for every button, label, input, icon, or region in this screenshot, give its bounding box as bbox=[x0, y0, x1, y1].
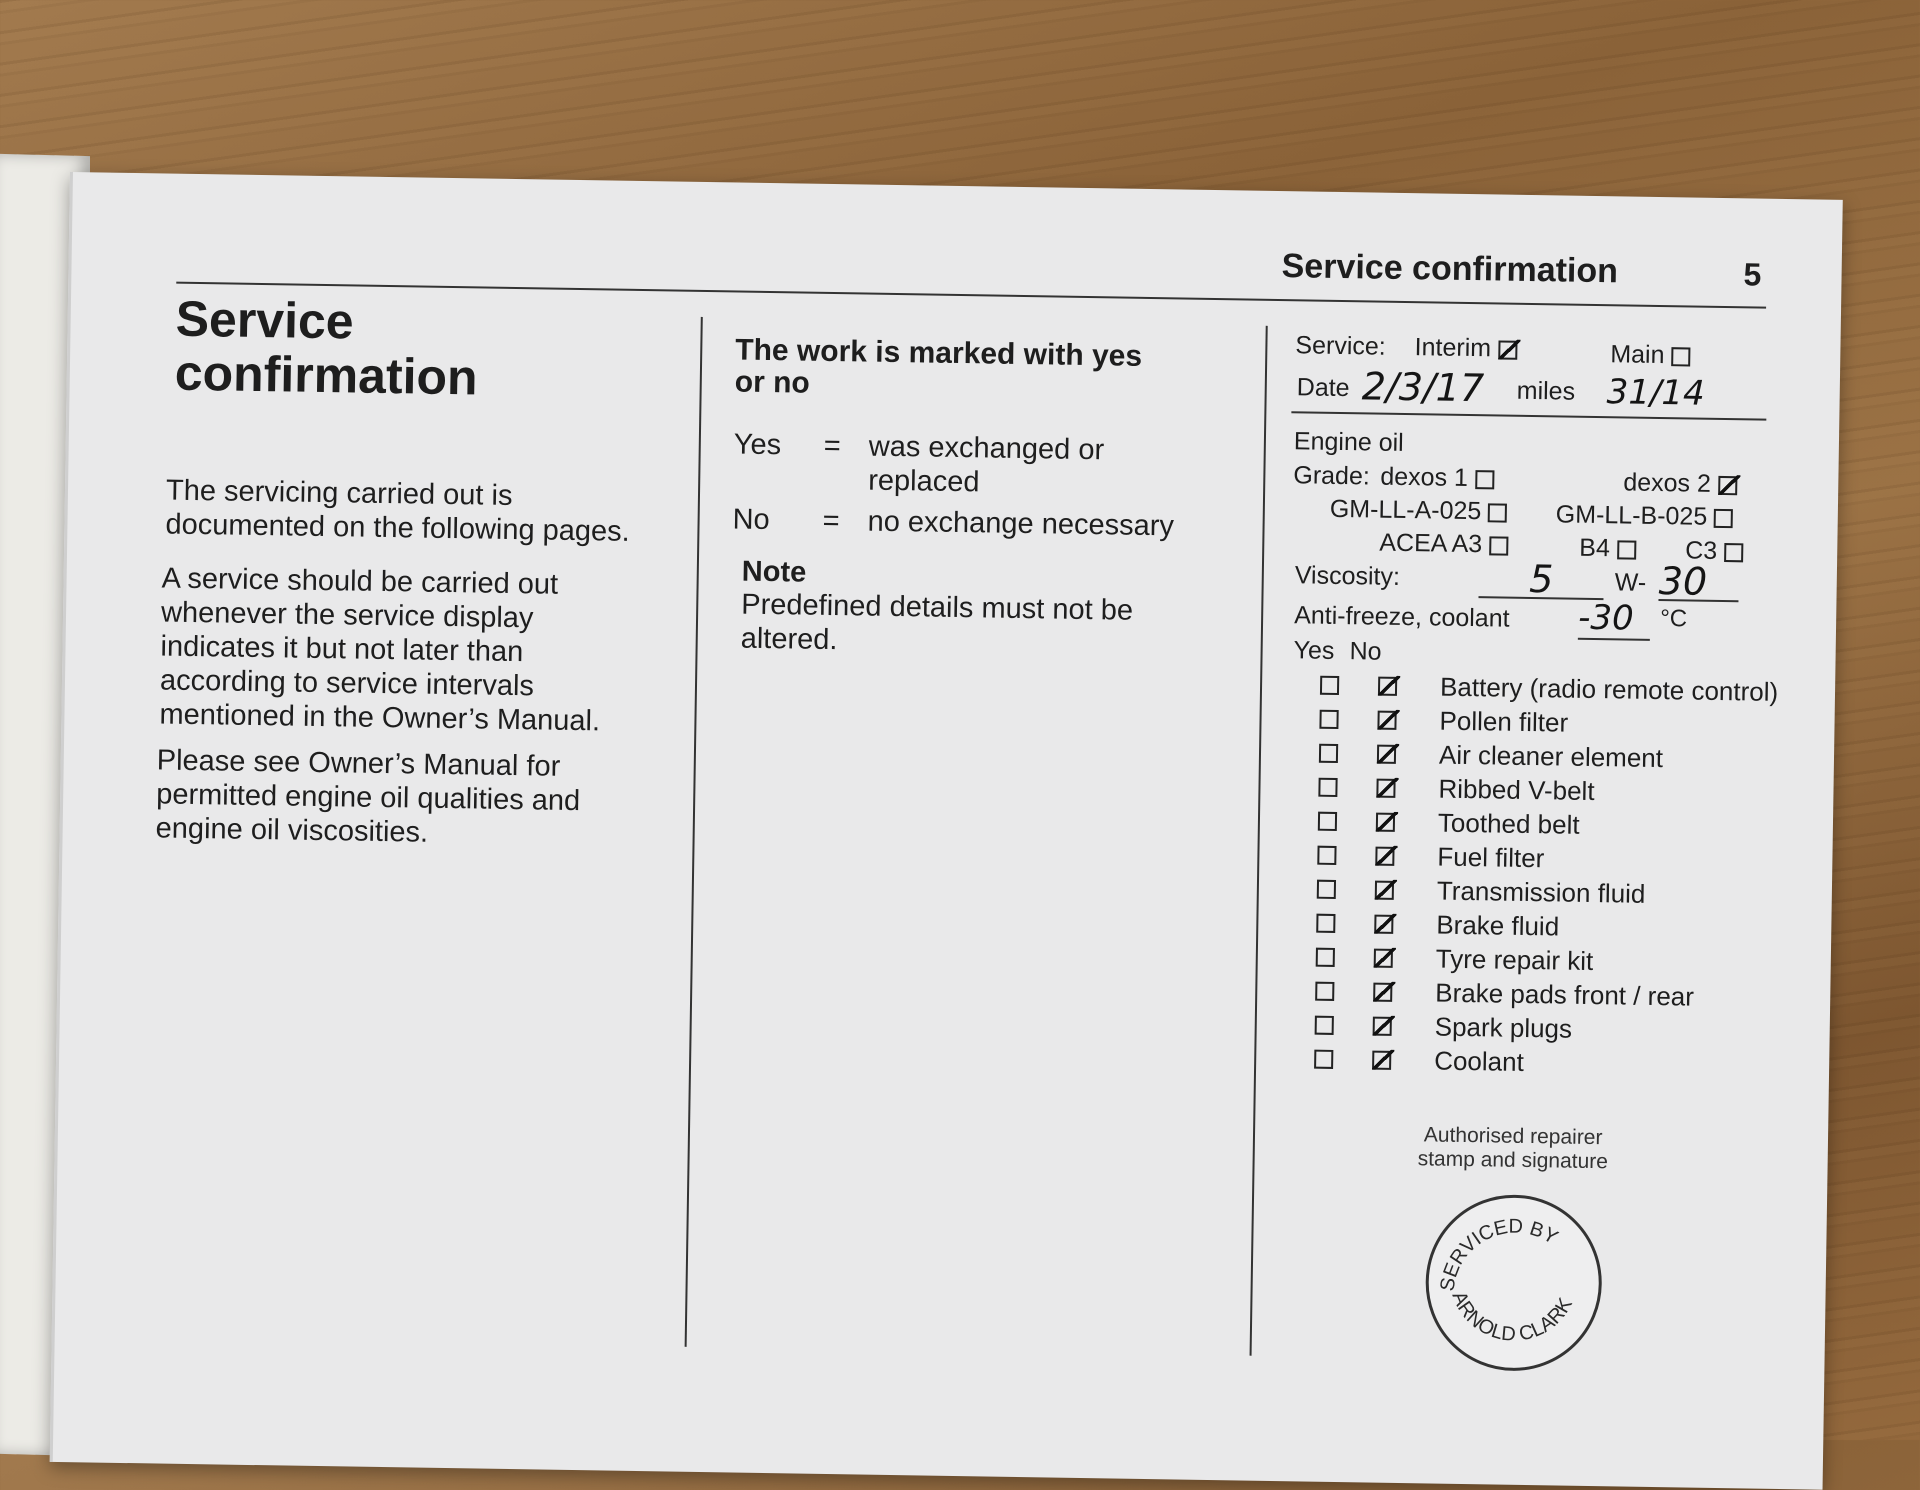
antifreeze-value: -30 bbox=[1577, 597, 1635, 639]
grade-gm-ll-a: GM-LL-A-025 bbox=[1330, 495, 1508, 527]
grade-c3: C3 bbox=[1685, 536, 1743, 566]
column-divider-1 bbox=[685, 317, 703, 1347]
stamp-text-top: SERVICED BY bbox=[1436, 1215, 1562, 1293]
service-item-label: Coolant bbox=[1433, 1045, 1525, 1077]
miles-label: miles bbox=[1516, 376, 1576, 406]
legend-equals-2: = bbox=[822, 504, 840, 538]
service-item-label: Air cleaner element bbox=[1438, 739, 1664, 774]
legend-no-text: no exchange necessary bbox=[867, 505, 1175, 543]
antifreeze-field[interactable] bbox=[1578, 598, 1651, 641]
miles-value[interactable]: 31/14 bbox=[1606, 372, 1706, 414]
dexos1-checkbox[interactable] bbox=[1475, 470, 1494, 489]
b4-checkbox[interactable] bbox=[1617, 540, 1636, 559]
yes-checkbox[interactable] bbox=[1319, 710, 1338, 729]
grade-dexos2: dexos 2 bbox=[1623, 468, 1737, 499]
legend-yes-label: Yes bbox=[733, 428, 782, 462]
legend-heading: The work is marked with yes or no bbox=[734, 333, 1143, 400]
yes-checkbox[interactable] bbox=[1318, 812, 1337, 831]
date-value[interactable]: 2/3/17 bbox=[1361, 364, 1485, 411]
header-title: Service confirmation bbox=[1281, 247, 1619, 291]
service-item-label: Brake pads front / rear bbox=[1435, 977, 1695, 1012]
no-checkbox[interactable] bbox=[1376, 813, 1395, 832]
viscosity-value: 5 bbox=[1528, 556, 1554, 602]
service-item-label: Fuel filter bbox=[1437, 841, 1545, 874]
yes-checkbox[interactable] bbox=[1319, 744, 1338, 763]
no-checkbox[interactable] bbox=[1373, 1017, 1392, 1036]
interim-label: Interim bbox=[1414, 333, 1492, 363]
dexos2-checkbox[interactable] bbox=[1718, 476, 1737, 495]
gm-ll-b-checkbox[interactable] bbox=[1714, 509, 1733, 528]
service-item-label: Ribbed V-belt bbox=[1438, 773, 1595, 807]
gm-ll-a-checkbox[interactable] bbox=[1488, 503, 1507, 522]
legend-no-label: No bbox=[732, 503, 770, 537]
interim-checkbox[interactable] bbox=[1498, 340, 1517, 359]
no-checkbox[interactable] bbox=[1378, 677, 1397, 696]
column-divider-2 bbox=[1250, 326, 1268, 1356]
no-checkbox[interactable] bbox=[1377, 745, 1396, 764]
stamp-caption: Authorised repairer stamp and signature bbox=[1417, 1123, 1609, 1174]
oil-paragraph: Please see Owner’s Manual for permitted engine oil qualities and engine oil viscosities. bbox=[155, 744, 581, 849]
viscosity-label: Viscosity: bbox=[1294, 561, 1401, 591]
yes-checkbox[interactable] bbox=[1317, 880, 1336, 899]
yes-checkbox[interactable] bbox=[1314, 1050, 1333, 1069]
service-item-label: Spark plugs bbox=[1434, 1011, 1573, 1044]
no-column-header: No bbox=[1349, 637, 1382, 666]
no-checkbox[interactable] bbox=[1372, 1051, 1391, 1070]
interval-paragraph: A service should be carried out whenever the service display indicates it but not later than according to service intervals mentioned in the Owner’s Manual. bbox=[159, 562, 601, 738]
service-item-label: Tyre repair kit bbox=[1435, 943, 1594, 977]
service-item-label: Transmission fluid bbox=[1436, 875, 1646, 909]
no-checkbox[interactable] bbox=[1373, 983, 1392, 1002]
yes-column-header: Yes bbox=[1293, 636, 1335, 665]
yes-checkbox[interactable] bbox=[1316, 914, 1335, 933]
intro-paragraph: The servicing carried out is documented on the following pages. bbox=[165, 474, 630, 548]
service-book-page bbox=[50, 172, 1843, 1490]
legend-equals: = bbox=[823, 429, 841, 463]
note-title: Note bbox=[741, 555, 807, 589]
antifreeze-unit: °C bbox=[1659, 605, 1688, 633]
dealer-stamp bbox=[1424, 1193, 1603, 1372]
grade-b4: B4 bbox=[1579, 534, 1636, 564]
antifreeze-label: Anti-freeze, coolant bbox=[1293, 601, 1510, 633]
yes-checkbox[interactable] bbox=[1318, 778, 1337, 797]
yes-checkbox[interactable] bbox=[1316, 948, 1335, 967]
note-text: Predefined details must not be altered. bbox=[740, 588, 1134, 657]
date-label: Date bbox=[1296, 373, 1350, 403]
engine-oil-label: Engine oil bbox=[1293, 427, 1404, 457]
service-type-row bbox=[1295, 331, 1517, 363]
main-label: Main bbox=[1610, 340, 1665, 370]
main-option bbox=[1610, 340, 1691, 370]
grade-acea: ACEA A3 bbox=[1379, 529, 1508, 560]
service-item-label: Battery (radio remote control) bbox=[1439, 671, 1779, 707]
no-checkbox[interactable] bbox=[1375, 847, 1394, 866]
yes-checkbox[interactable] bbox=[1320, 676, 1339, 695]
w-value: 30 bbox=[1658, 559, 1708, 604]
grade-gm-ll-b: GM-LL-B-025 bbox=[1556, 500, 1734, 532]
no-checkbox[interactable] bbox=[1375, 881, 1394, 900]
main-checkbox[interactable] bbox=[1671, 347, 1690, 366]
no-checkbox[interactable] bbox=[1377, 711, 1396, 730]
yes-checkbox[interactable] bbox=[1315, 982, 1334, 1001]
w-field[interactable] bbox=[1658, 559, 1739, 602]
date-miles-row bbox=[1291, 364, 1767, 420]
page-title: Service confirmation bbox=[174, 290, 479, 406]
page-number: 5 bbox=[1743, 256, 1762, 293]
yes-checkbox[interactable] bbox=[1315, 1016, 1334, 1035]
no-checkbox[interactable] bbox=[1374, 915, 1393, 934]
service-item-label: Brake fluid bbox=[1436, 909, 1560, 942]
grade-dexos1: dexos 1 bbox=[1380, 463, 1494, 494]
stamp-graphic bbox=[1427, 1196, 1600, 1369]
viscosity-field[interactable] bbox=[1478, 556, 1604, 600]
service-item-label: Pollen filter bbox=[1439, 705, 1569, 738]
no-checkbox[interactable] bbox=[1374, 949, 1393, 968]
no-checkbox[interactable] bbox=[1376, 779, 1395, 798]
stamp-text-bottom: ARNOLD CLARK bbox=[1447, 1288, 1577, 1346]
yes-checkbox[interactable] bbox=[1317, 846, 1336, 865]
w-label: W- bbox=[1614, 568, 1647, 597]
service-item-label: Toothed belt bbox=[1437, 807, 1580, 840]
grade-label: Grade: bbox=[1293, 461, 1371, 491]
acea-checkbox[interactable] bbox=[1489, 536, 1508, 555]
legend-yes-text: was exchanged or replaced bbox=[868, 430, 1105, 499]
service-label: Service: bbox=[1295, 331, 1386, 361]
